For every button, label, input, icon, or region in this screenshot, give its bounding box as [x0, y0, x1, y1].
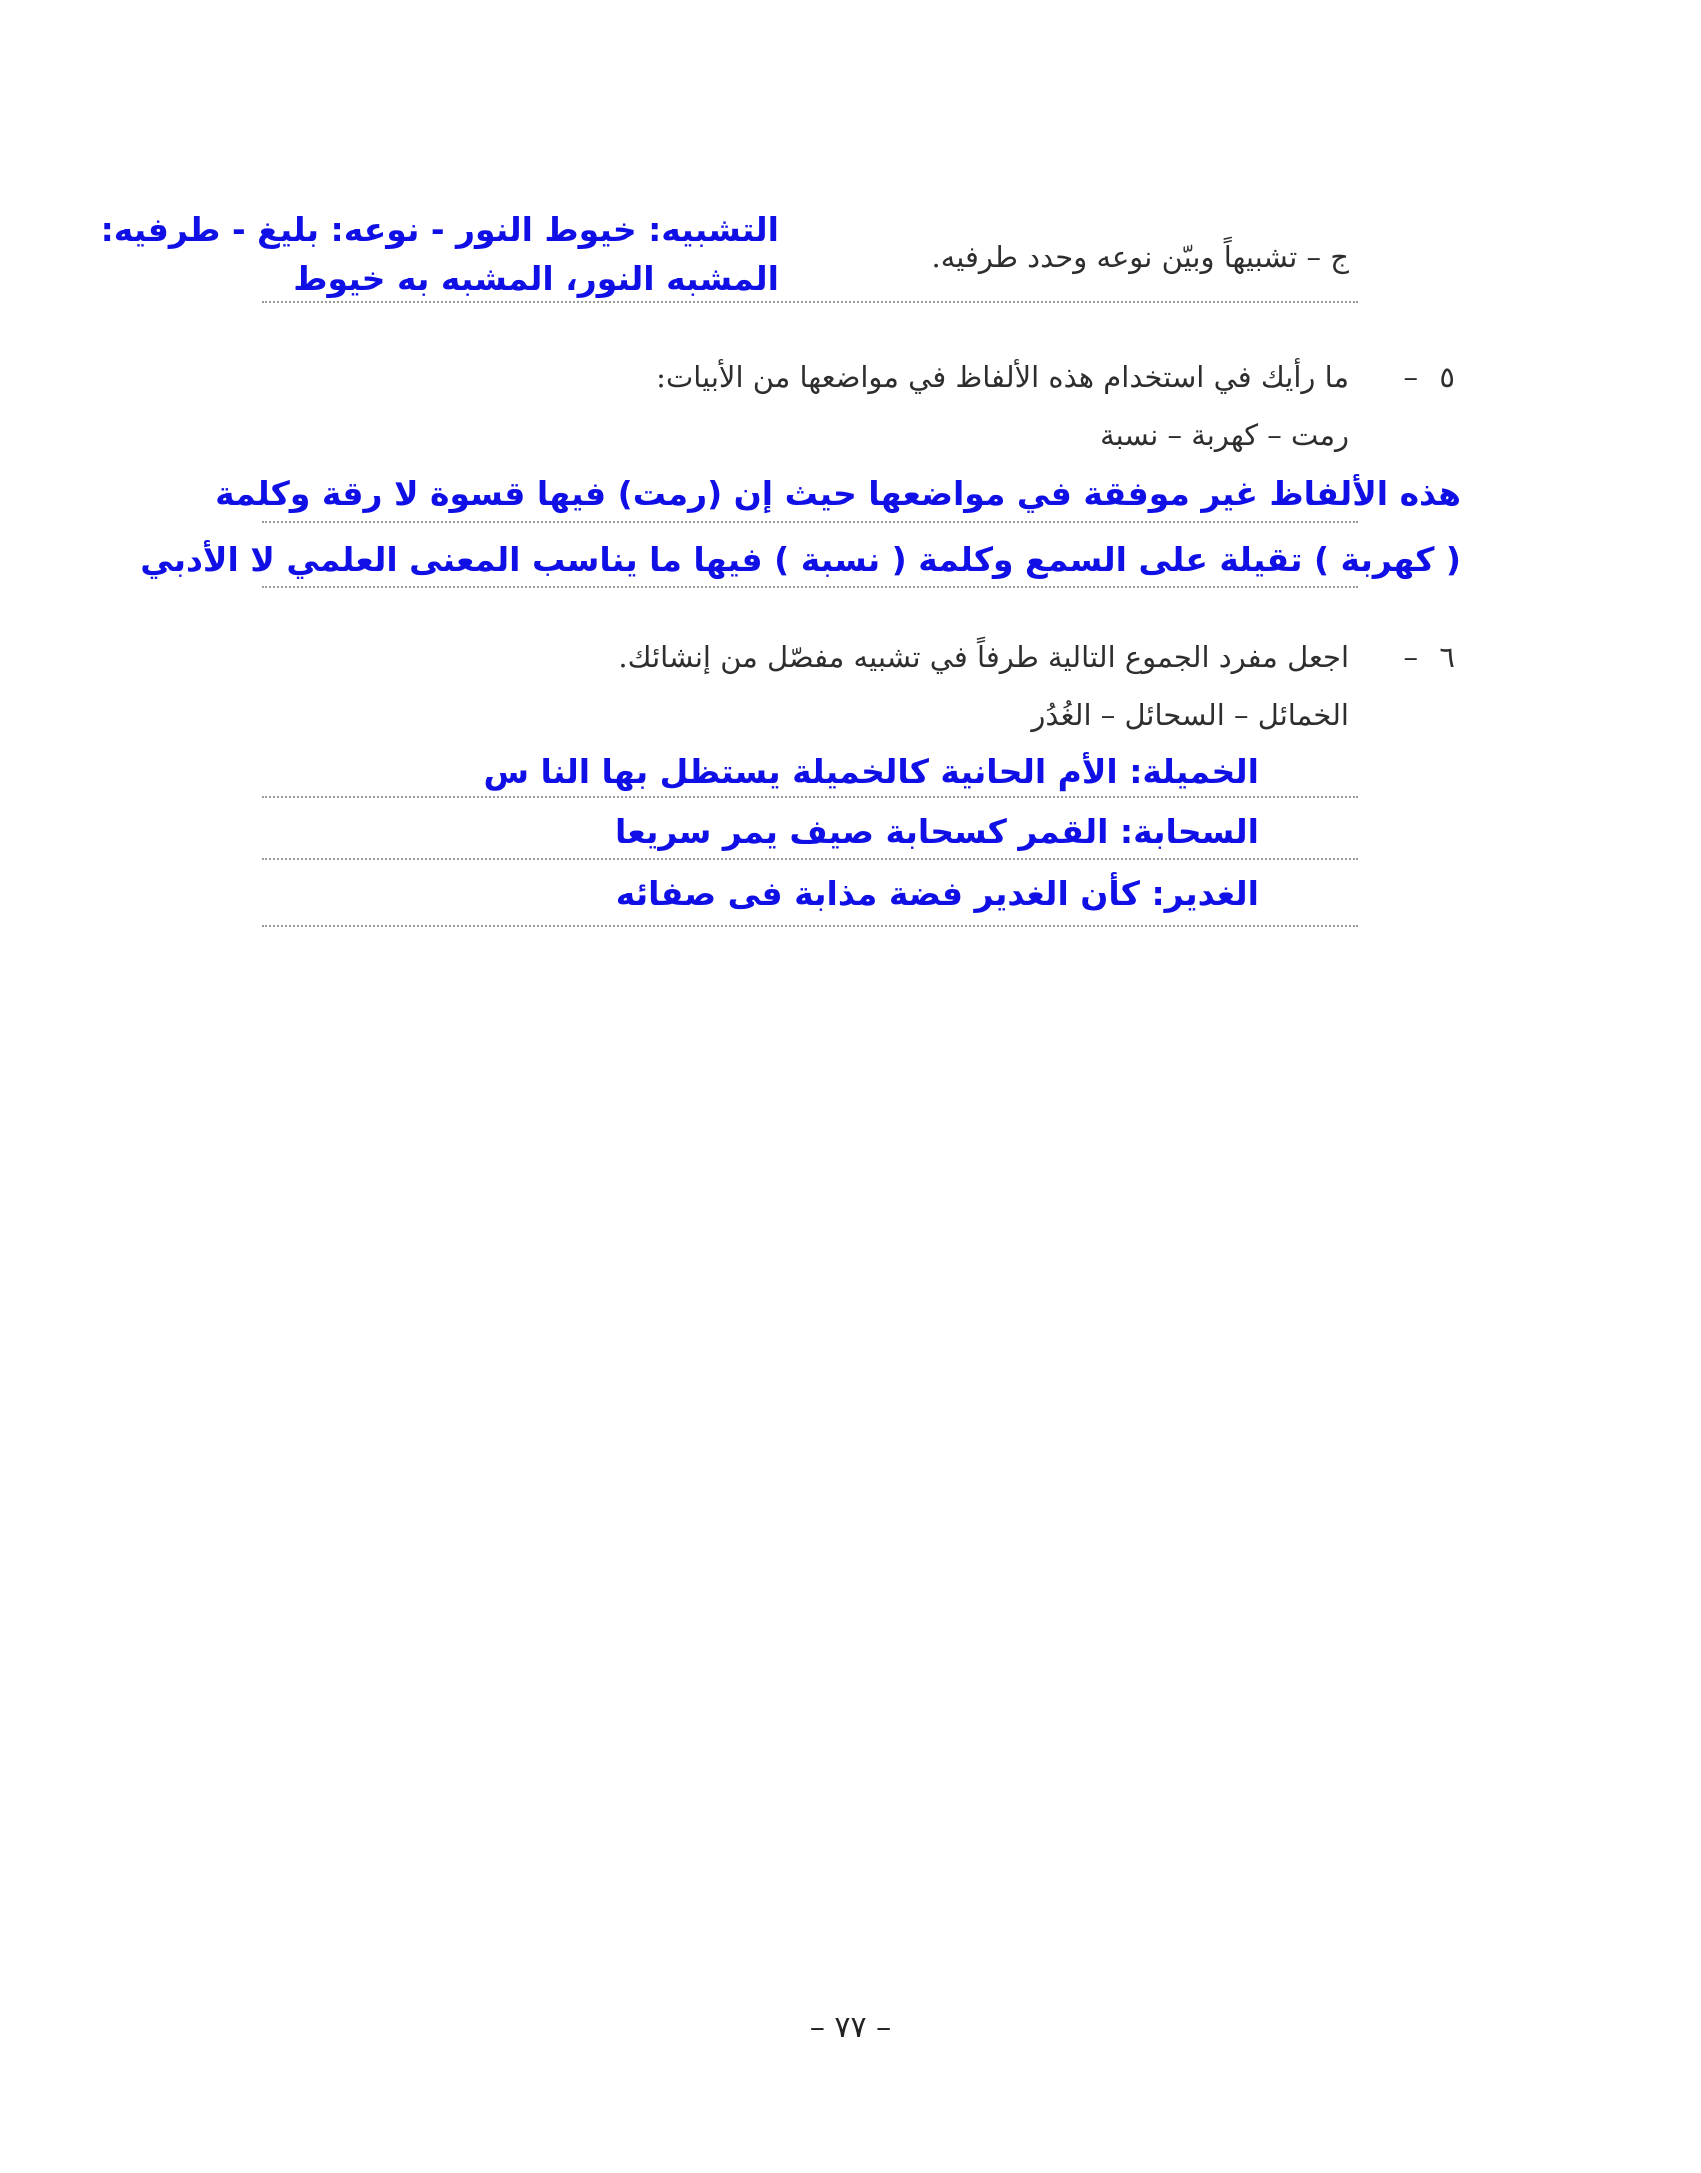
question-6-number: ٦ [1439, 640, 1455, 674]
question-5-text: ما رأيك في استخدام هذه الألفاظ في مواضعها من الأبيات: [656, 360, 1349, 394]
question-5-dash: – [1403, 360, 1418, 394]
question-j-answer-line-1: التشبيه: خيوط النور - نوعه: بليغ - طرفيه: [100, 210, 779, 249]
answer-dotted-line [262, 301, 1358, 303]
answer-dotted-line [262, 858, 1358, 860]
question-6-answer-1: الخميلة: الأم الحانية كالخميلة يستظل بها النا س [483, 752, 1259, 791]
question-j-answer-line-2: المشبه النور، المشبه به خيوط [293, 259, 779, 298]
question-j-text: ج – تشبيهاً وبيّن نوعه وحدد طرفيه. [931, 240, 1349, 274]
page-number: – ٧٧ – [809, 2010, 892, 2045]
question-5-answer-line-1: هذه الألفاظ غير موفقة في مواضعها حيث إن (رمت) فيها قسوة لا رقة وكلمة [215, 474, 1461, 513]
question-6-text: اجعل مفرد الجموع التالية طرفاً في تشبيه مفصّل من إنشائك. [618, 640, 1349, 674]
answer-dotted-line [262, 521, 1358, 523]
answer-dotted-line [262, 586, 1358, 588]
answer-dotted-line [262, 925, 1358, 927]
question-6-dash: – [1403, 640, 1418, 674]
question-6-answer-2: السحابة: القمر كسحابة صيف يمر سريعا [614, 812, 1259, 851]
answer-dotted-line [262, 796, 1358, 798]
question-5-answer-line-2: ( كهربة ) تقيلة على السمع وكلمة ( نسبة ) فيها ما يناسب المعنى العلمي لا الأدبي [140, 540, 1461, 579]
question-5-words: رمت – كهربة – نسبة [1100, 418, 1349, 452]
question-6-words: الخمائل – السحائل – الغُدُر [1031, 698, 1349, 732]
question-6-answer-3: الغدير: كأن الغدير فضة مذابة فى صفائه [615, 874, 1259, 913]
question-5-number: ٥ [1439, 360, 1455, 394]
